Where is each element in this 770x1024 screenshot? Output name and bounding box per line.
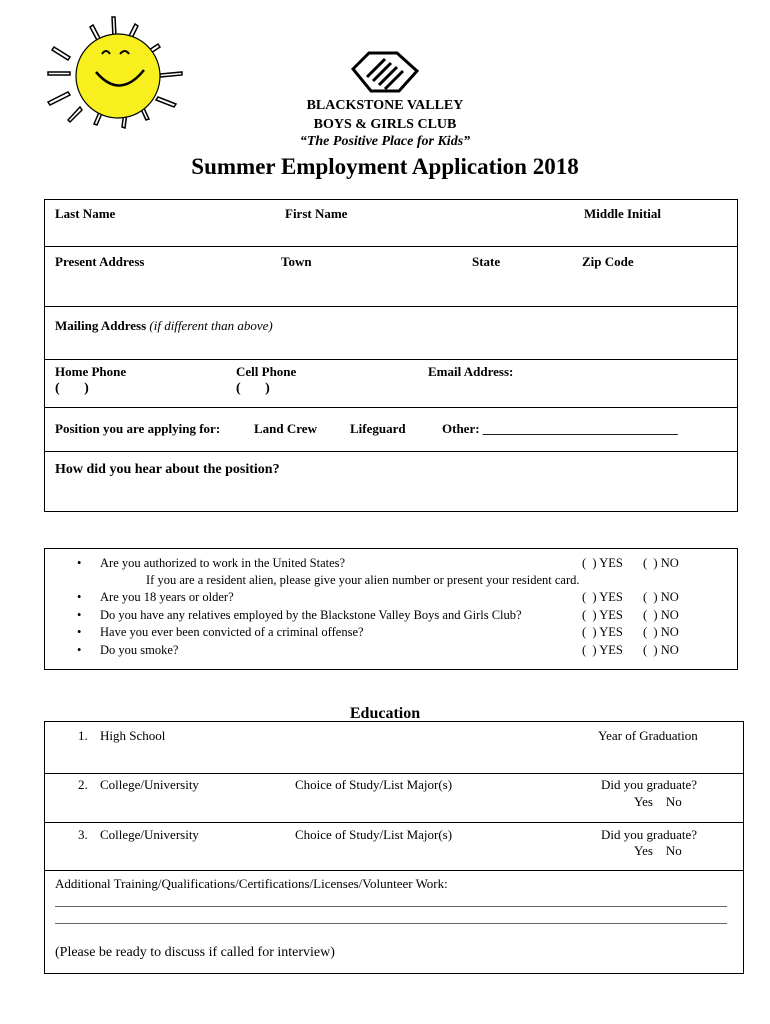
q2-yes-option[interactable]: ( ) YES [582,590,623,604]
divider [44,822,744,823]
position-other: Other: ______________________________ [442,421,678,436]
org-name-line2: BOYS & GIRLS CLUB [313,117,457,132]
interview-note: (Please be ready to discuss if called for interview) [55,945,335,960]
mailing-address-note: (if different than above) [149,318,273,333]
q1-yes-option[interactable]: ( ) YES [582,556,623,570]
sun-logo [40,12,200,142]
major-label: Choice of Study/List Major(s) [295,827,453,842]
middle-initial-label: Middle Initial [584,206,661,221]
write-line[interactable] [55,906,727,907]
home-phone-area-code: ( ) [55,381,89,396]
bullet: • [77,590,82,604]
graduate-question: Did you graduate? [601,777,698,792]
edu-number: 2. [78,777,88,792]
q1-no-option[interactable]: ( ) NO [643,556,679,570]
email-label: Email Address: [428,364,514,379]
position-label: Position you are applying for: [55,421,221,436]
high-school-label: High School [100,728,166,743]
home-phone-label: Home Phone [55,364,127,379]
edu-number: 3. [78,827,88,842]
edu-number: 1. [78,728,88,743]
bullet: • [77,608,82,622]
position-lifeguard: Lifeguard [350,421,406,436]
q2-no-option[interactable]: ( ) NO [643,590,679,604]
bullet: • [77,556,82,570]
cell-phone-label: Cell Phone [236,364,297,379]
question-relatives: Do you have any relatives employed by the Blackstone Valley Boys and Girls Club? [100,608,522,622]
graduate-yes-no[interactable]: Yes No [634,843,682,858]
additional-training-label: Additional Training/Qualifications/Certifications/Licenses/Volunteer Work: [55,876,448,891]
q5-no-option[interactable]: ( ) NO [643,643,679,657]
year-graduation-label: Year of Graduation [598,728,698,743]
question-work-authorization: Are you authorized to work in the United States? [100,556,346,570]
q4-no-option[interactable]: ( ) NO [643,625,679,639]
graduate-question: Did you graduate? [601,827,698,842]
write-line[interactable] [55,923,727,924]
first-name-label: First Name [285,206,348,221]
town-label: Town [281,254,312,269]
zip-code-label: Zip Code [582,254,634,269]
bullet: • [77,643,82,657]
q4-yes-option[interactable]: ( ) YES [582,625,623,639]
tagline: “The Positive Place for Kids” [299,134,471,149]
q3-yes-option[interactable]: ( ) YES [582,608,623,622]
college-label: College/University [100,827,199,842]
present-address-label: Present Address [55,254,145,269]
q3-no-option[interactable]: ( ) NO [643,608,679,622]
question-age: Are you 18 years or older? [100,590,234,604]
divider [44,359,738,360]
major-label: Choice of Study/List Major(s) [295,777,453,792]
divider [44,407,738,408]
cell-phone-area-code: ( ) [236,381,270,396]
college-label: College/University [100,777,199,792]
last-name-label: Last Name [55,206,116,221]
state-label: State [472,254,501,269]
divider [44,870,744,871]
handshake-logo-icon [349,47,421,97]
q5-yes-option[interactable]: ( ) YES [582,643,623,657]
divider [44,451,738,452]
education-heading: Education [349,705,421,722]
org-name-line1: BLACKSTONE VALLEY [306,98,464,113]
graduate-yes-no[interactable]: Yes No [634,794,682,809]
question-alien-note: If you are a resident alien, please give your alien number or present your resident card. [146,573,580,587]
divider [44,246,738,247]
bullet: • [77,625,82,639]
divider [44,306,738,307]
position-land-crew: Land Crew [254,421,317,436]
hear-about-label: How did you hear about the position? [55,462,280,477]
question-smoke: Do you smoke? [100,643,179,657]
mailing-address-label: Mailing Address [55,318,147,333]
question-criminal: Have you ever been convicted of a criminal offense? [100,625,364,639]
divider [44,773,744,774]
page-title: Summer Employment Application 2018 [191,154,579,179]
